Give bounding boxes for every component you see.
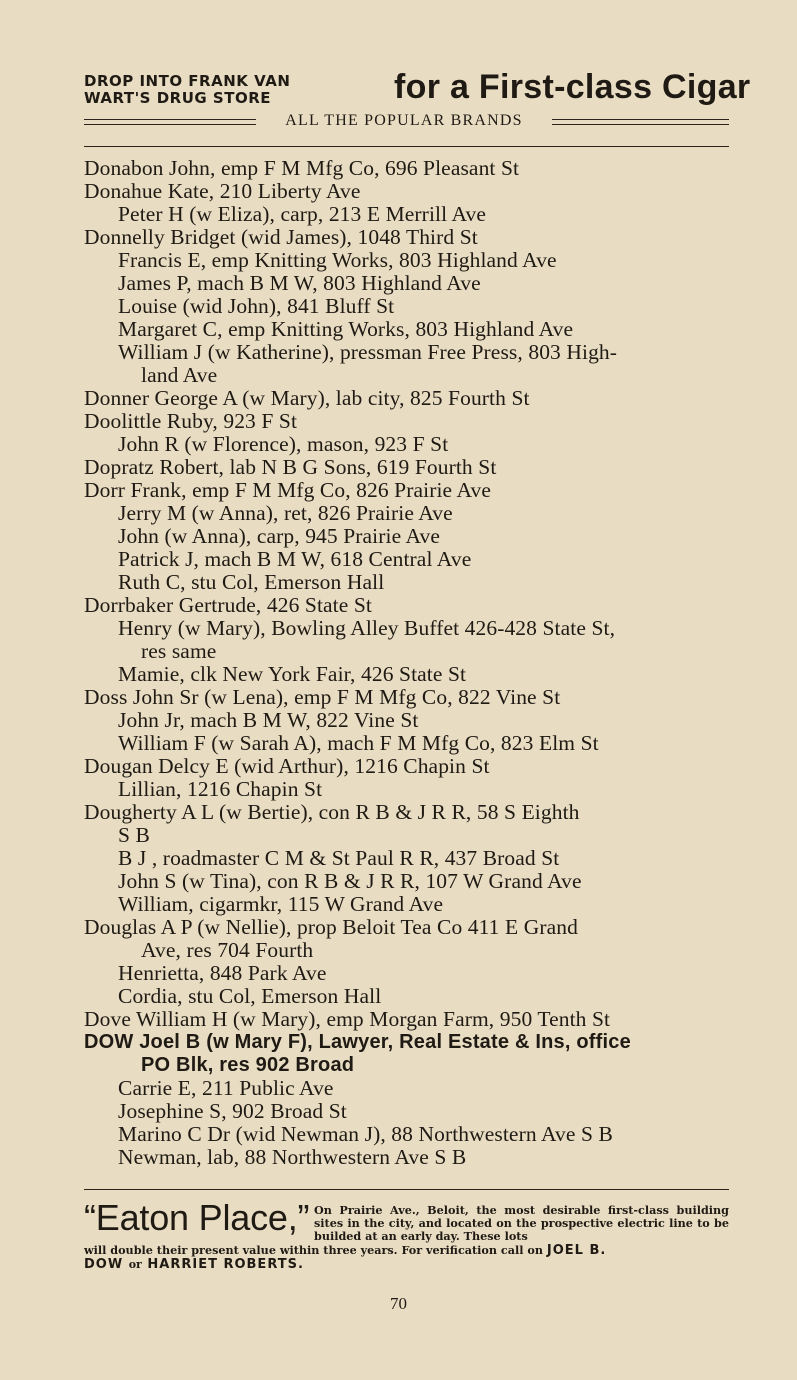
top-divider [84,146,729,147]
ad-drug-store-text [84,73,290,107]
directory-entry: Donabon John, emp F M Mfg Co, 696 Pleasant St [84,156,520,180]
eaton-place-description-line2 [84,1244,729,1257]
entry-continuation: S B [118,823,150,847]
ad-line-1: DROP INTO FRANK VAN [84,72,291,90]
directory-sub-entry: John Jr, mach B M W, 822 Vine St [118,708,419,732]
directory-sub-entry: Francis E, emp Knitting Works, 803 Highland Ave [118,248,557,272]
bottom-divider [84,1189,729,1190]
top-advertisement [84,68,751,129]
bottom-advertisement [84,1196,729,1276]
directory-sub-entry: Henrietta, 848 Park Ave [118,961,327,985]
directory-entry: Dove William H (w Mary), emp Morgan Farm, 950 Tenth St [84,1007,611,1031]
directory-entry: DOW Joel B (w Mary F), Lawyer, Real Estate & Ins, office [84,1031,631,1053]
directory-entry: Donner George A (w Mary), lab city, 825 Fourth St [84,386,530,410]
contact-name-3: HARRIET ROBERTS. [147,1257,304,1272]
directory-sub-entry: Patrick J, mach B M W, 618 Central Ave [118,547,472,571]
directory-sub-entry: Henry (w Mary), Bowling Alley Buffet 426-428 State St, [118,616,616,640]
double-rule-left [84,119,256,125]
directory-sub-entry: Peter H (w Eliza), carp, 213 E Merrill Ave [118,202,486,226]
directory-sub-entry: Newman, lab, 88 Northwestern Ave S B [118,1145,467,1169]
directory-sub-entry: B J , roadmaster C M & St Paul R R, 437 Broad St [118,846,560,870]
directory-sub-entry: William, cigarmkr, 115 W Grand Ave [118,892,444,916]
directory-sub-entry: Jerry M (w Anna), ret, 826 Prairie Ave [118,501,453,525]
eaton-place-title: “Eaton Place,” [84,1197,310,1238]
directory-sub-entry: Marino C Dr (wid Newman J), 88 Northwestern Ave S B [118,1122,613,1146]
directory-sub-entry: Ruth C, stu Col, Emerson Hall [118,570,385,594]
ad-brands-text: ALL THE POPULAR BRANDS [285,112,523,129]
directory-sub-entry: Carrie E, 211 Public Ave [118,1076,334,1100]
entry-continuation: res same [141,639,217,663]
eaton-place-description: On Prairie Ave., Beloit, the most desirable first-class building sites in the city, and located on the prospective electric line to be builded at an early day. These lots [314,1203,729,1243]
directory-entry: Dougan Delcy E (wid Arthur), 1216 Chapin St [84,754,490,778]
entry-continuation: Ave, res 704 Fourth [141,938,314,962]
directory-entry: Dopratz Robert, lab N B G Sons, 619 Fourth St [84,455,497,479]
directory-listing [84,157,729,1169]
directory-entry: Doss John Sr (w Lena), emp F M Mfg Co, 822 Vine St [84,685,561,709]
entry-continuation: land Ave [141,363,218,387]
directory-sub-entry: John (w Anna), carp, 945 Prairie Ave [118,524,441,548]
page-number: 70 [390,1294,407,1313]
desc-line2-text: will double their present value within three years. For verification call on [84,1243,543,1257]
directory-sub-entry: William F (w Sarah A), mach F M Mfg Co, 823 Elm St [118,731,599,755]
entry-continuation: PO Blk, res 902 Broad [141,1054,355,1076]
ad-line-2: WART'S DRUG STORE [84,89,272,107]
contact-or: or [128,1258,142,1271]
double-rule-right [552,119,729,125]
directory-entry: Dorr Frank, emp F M Mfg Co, 826 Prairie Ave [84,478,491,502]
directory-sub-entry: Cordia, stu Col, Emerson Hall [118,984,382,1008]
directory-sub-entry: Lillian, 1216 Chapin St [118,777,323,801]
directory-entry: Donnelly Bridget (wid James), 1048 Third St [84,225,478,249]
ad-headline: for a First-class Cigar [394,68,751,106]
directory-sub-entry: James P, mach B M W, 803 Highland Ave [118,271,481,295]
directory-entry: Douglas A P (w Nellie), prop Beloit Tea Co 411 E Grand [84,915,578,939]
directory-sub-entry: John R (w Florence), mason, 923 F St [118,432,449,456]
directory-sub-entry: Margaret C, emp Knitting Works, 803 Highland Ave [118,317,574,341]
directory-entry: Dougherty A L (w Bertie), con R B & J R R, 58 S Eighth [84,800,580,824]
ad-brands-row [84,112,729,130]
directory-entry: Donahue Kate, 210 Liberty Ave [84,179,361,203]
directory-sub-entry: Louise (wid John), 841 Bluff St [118,294,395,318]
directory-sub-entry: William J (w Katherine), pressman Free Press, 803 High- [118,340,618,364]
contact-name-1: JOEL B. [546,1243,607,1258]
directory-sub-entry: Josephine S, 902 Broad St [118,1099,347,1123]
eaton-place-contacts [84,1257,304,1272]
directory-entry: Doolittle Ruby, 923 F St [84,409,298,433]
directory-sub-entry: Mamie, clk New York Fair, 426 State St [118,662,467,686]
directory-sub-entry: John S (w Tina), con R B & J R R, 107 W Grand Ave [118,869,582,893]
directory-entry: Dorrbaker Gertrude, 426 State St [84,593,372,617]
contact-name-2: DOW [84,1257,124,1272]
